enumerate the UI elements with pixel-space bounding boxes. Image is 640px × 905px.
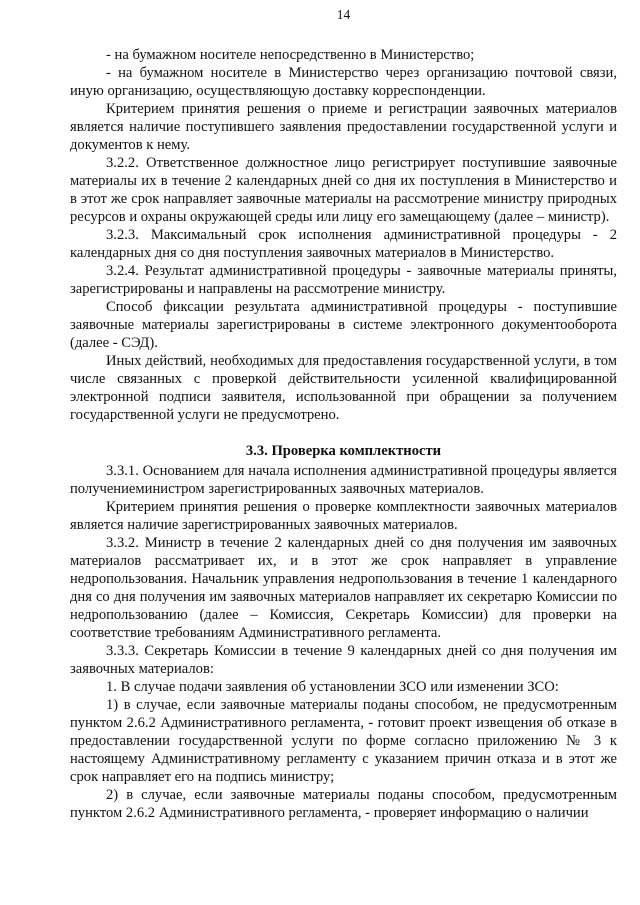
paragraph: 1) в случае, если заявочные материалы поданы способом, не предусмотренным пунктом 2.6.2 Административного регламента, - готовит проект извещения об отказе в предоставлении государственной услуги по форме согласно приложению № 3 к настоящему Административному регламенту с указанием причин отказа и в этот же срок направляет его на подпись министру; xyxy=(70,697,617,785)
paragraph: - на бумажном носителе непосредственно в Министерство; xyxy=(106,47,475,63)
paragraph: 3.3.2. Министр в течение 2 календарных дней со дня получения им заявочных материалов рассматривает их, и в этот же срок направляет в управление недропользования. Начальник управления недропользования в течение 1 календарного дня со дня получения им заявочных материалов направляет их секретарю Комиссии по недропользованию (далее – Комиссия, Секретарь Комиссии) для проверки на соответствие требованиям Административного регламента. xyxy=(70,535,617,641)
paragraph: - на бумажном носителе в Министерство через организацию почтовой связи, иную организацию, осуществляющую доставку корреспонденции. xyxy=(70,65,617,99)
paragraph: Критерием принятия решения о проверке комплектности заявочных материалов является наличие зарегистрированных заявочных материалов. xyxy=(70,499,617,533)
document-page xyxy=(70,6,617,822)
paragraph: 3.2.2. Ответственное должностное лицо регистрирует поступившие заявочные материалы их в течение 2 календарных дней со дня их поступления в Министерство и в этот же срок направляет заявочные материалы на рассмотрение министру природных ресурсов и охраны окружающей среды или лицу его замещающему (далее – министр). xyxy=(70,155,617,225)
paragraph: 2) в случае, если заявочные материалы поданы способом, предусмотренным пунктом 2.6.2 Административного регламента, - проверяет информацию о наличии xyxy=(70,787,617,821)
paragraph: 3.2.4. Результат административной процедуры - заявочные материалы приняты, зарегистрированы и направлены на рассмотрение министру. xyxy=(70,263,617,297)
paragraph: Иных действий, необходимых для предоставления государственной услуги, в том числе связанных с проверкой действительности усиленной квалифицированной электронной подписи заявителя, использованной при обращении за получением государственной услуги не предусмотрено. xyxy=(70,353,617,423)
paragraph: 3.3.1. Основанием для начала исполнения административной процедуры является получениеминистром зарегистрированных заявочных материалов. xyxy=(70,463,617,497)
page-number: 14 xyxy=(336,7,351,22)
section-heading: 3.3. Проверка комплектности xyxy=(245,443,442,459)
paragraph: 3.3.3. Секретарь Комиссии в течение 9 календарных дней со дня получения им заявочных материалов: xyxy=(70,643,617,677)
paragraph: Критерием принятия решения о приеме и регистрации заявочных материалов является наличие поступившего заявления предоставлении государственной услуги и документов к нему. xyxy=(70,101,617,153)
paragraph: 1. В случае подачи заявления об установлении ЗСО или изменении ЗСО: xyxy=(106,679,559,695)
paragraph: Способ фиксации результата административной процедуры - поступившие заявочные материалы зарегистрированы в системе электронного документооборота (далее - СЭД). xyxy=(70,299,617,351)
paragraph: 3.2.3. Максимальный срок исполнения административной процедуры - 2 календарных дня со дня поступления заявочных материалов в Министерство. xyxy=(70,227,617,261)
